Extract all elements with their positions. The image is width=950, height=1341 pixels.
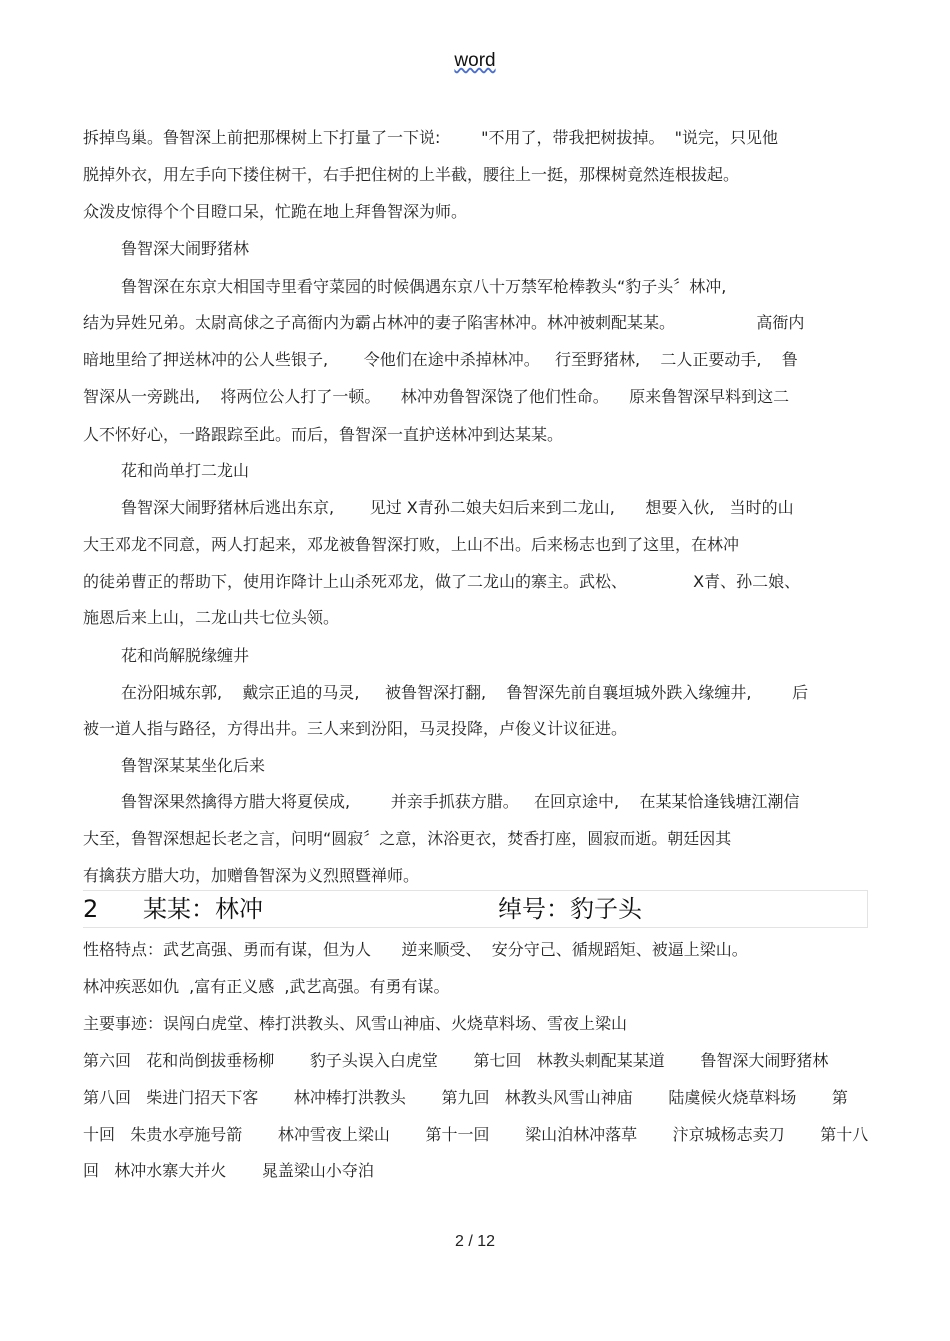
subheading: 鲁智深某某坐化后来 — [121, 756, 266, 775]
section-number: 2 — [83, 895, 99, 923]
text-line: 有擒获方腊大功，加赠鲁智深为义烈照暨禅师。 — [83, 866, 420, 885]
text-line: 被一道人指与路径，方得出井。三人来到汾阳，马灵投降，卢俊义计议征进。 — [83, 719, 628, 738]
text-line: 第八回 柴进门招天下客 林冲棒打洪教头 第九回 林教头风雪山神庙 陆虞候火烧草料场 第 — [83, 1088, 848, 1107]
text-line: 智深从一旁跳出, 将两位公人打了一顿。 林冲劝鲁智深饶了他们性命。 原来鲁智深早料到这二 — [83, 387, 790, 406]
section-title — [83, 890, 868, 928]
text-line: 拆掉鸟巢。鲁智深上前把那棵树上下打量了一下说: "不用了，带我把树拔掉。 "说完，只见他 — [83, 128, 778, 147]
subheading: 鲁智深大闹野猪林 — [121, 239, 250, 258]
text-line: 鲁智深大闹野猪林后逃出东京, 见过 X青孙二娘夫妇后来到二龙山, 想要入伙, 当时的山 — [121, 498, 794, 517]
text-line: 林冲疾恶如仇 ,富有正义感 ,武艺高强。有勇有谋。 — [83, 977, 450, 996]
page-number: 2 / 12 — [454, 1233, 496, 1250]
section-name: 某某：林冲 — [143, 895, 263, 923]
text-line: 鲁智深在东京大相国寺里看守菜园的时候偶遇东京八十万禁军枪棒教头“豹子头〞林冲, — [121, 277, 727, 296]
text-line: 鲁智深果然擒得方腊大将夏侯成, 并亲手抓获方腊。 在回京途中, 在某某恰逢钱塘江潮信 — [121, 792, 800, 811]
text-line: 人不怀好心，一路跟踪至此。而后，鲁智深一直护送林冲到达某某。 — [83, 425, 564, 444]
text-line: 十回 朱贵水亭施号箭 林冲雪夜上梁山 第十一回 梁山泊林冲落草 汴京城杨志卖刀 第十八 — [83, 1125, 869, 1144]
text-line: 的徒弟曹正的帮助下，使用诈降计上山杀死邓龙，做了二龙山的寨主。武松、 X青、孙二娘、 — [83, 572, 801, 591]
subheading: 花和尚解脱缘缠井 — [121, 646, 250, 665]
text-line: 性格特点：武艺高强、勇而有谋，但为人 逆来顺受、 安分守己、循规蹈矩、被逼上梁山。 — [83, 940, 748, 959]
text-line: 众泼皮惊得个个目瞪口呆，忙跪在地上拜鲁智深为师。 — [83, 202, 468, 221]
text-line: 结为异姓兄弟。太尉高俅之子高衙内为霸占林冲的妻子陷害林冲。林冲被刺配某某。 高衙内 — [83, 313, 805, 332]
text-line: 回 林冲水寨大并火 晁盖梁山小夺泊 — [83, 1161, 374, 1180]
text-line: 暗地里给了押送林冲的公人些银子, 令他们在途中杀掉林冲。 行至野猪林, 二人正要动手, 鲁 — [83, 350, 798, 369]
section-nickname: 绰号：豹子头 — [498, 895, 642, 923]
text-line: 大至，鲁智深想起长老之言，问明“圆寂〞之意，沐浴更衣，焚香打座，圆寂而逝。朝廷因其 — [83, 829, 732, 848]
page-header — [0, 50, 950, 72]
text-line: 施恩后来上山，二龙山共七位头领。 — [83, 608, 340, 627]
header-label: word — [454, 50, 496, 71]
text-line: 脱掉外衣，用左手向下搂住树干，右手把住树的上半截，腰往上一挺，那棵树竟然连根拔起。 — [83, 165, 740, 184]
text-line: 主要事迹：误闯白虎堂、棒打洪教头、风雪山神庙、火烧草料场、雪夜上梁山 — [83, 1014, 628, 1033]
text-line: 在汾阳城东郭, 戴宗正追的马灵, 被鲁智深打翻, 鲁智深先前自襄垣城外跌入缘缠井, 后 — [121, 683, 809, 702]
text-line: 大王邓龙不同意，两人打起来，邓龙被鲁智深打败，上山不出。后来杨志也到了这里，在林冲 — [83, 535, 740, 554]
text-line: 第六回 花和尚倒拔垂杨柳 豹子头误入白虎堂 第七回 林教头刺配某某道 鲁智深大闹野猪林 — [83, 1051, 829, 1070]
subheading: 花和尚单打二龙山 — [121, 461, 250, 480]
